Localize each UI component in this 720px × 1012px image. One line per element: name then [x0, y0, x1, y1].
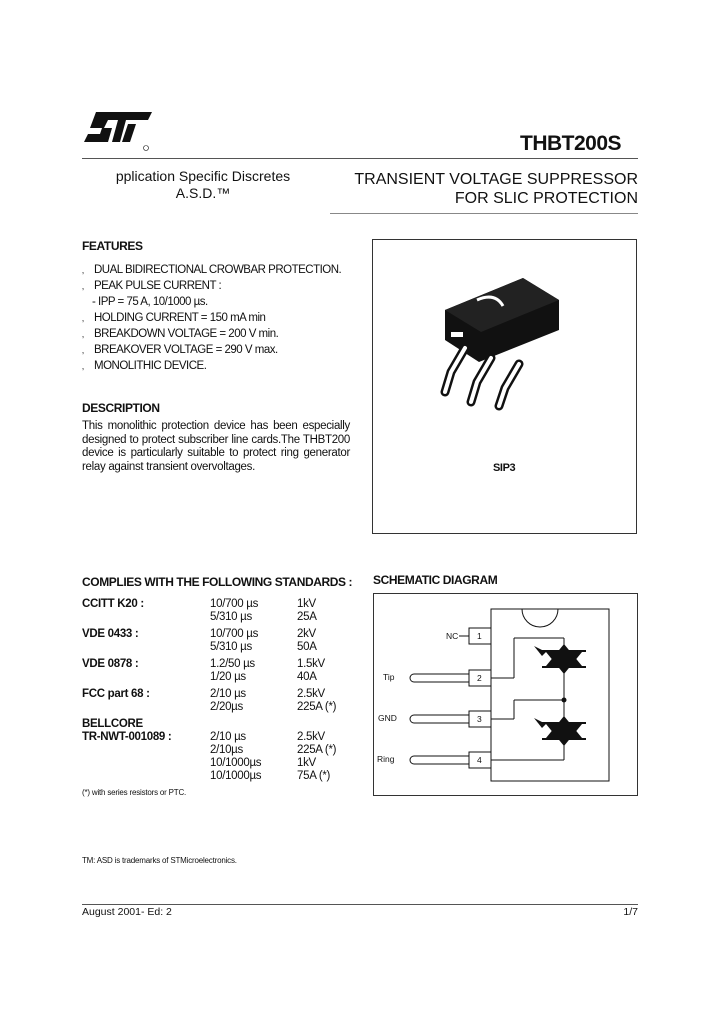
product-title	[330, 170, 638, 208]
package-box	[372, 239, 637, 534]
pin-number-4: 4	[477, 755, 482, 765]
feature-item: ‚ BREAKDOWN VOLTAGE = 200 V min.	[82, 328, 279, 340]
feature-item: - IPP = 75 A, 10/1000 µs.	[92, 296, 208, 308]
features-list	[82, 262, 341, 374]
sip3-package-icon	[373, 240, 636, 533]
pin-number-3: 3	[477, 714, 482, 724]
pin-label-gnd: GND	[378, 713, 397, 723]
standards-title: COMPLIES WITH THE FOLLOWING STANDARDS :	[82, 575, 353, 589]
feature-item: ‚ MONOLITHIC DEVICE.	[82, 360, 207, 372]
pin-label-ring: Ring	[377, 754, 395, 764]
description-text: This monolithic protection device has been especially designed to protect subscriber line cards.The THBT200 device is particularly suitable to protect ring generator relay against transient overvoltages.	[82, 420, 350, 473]
product-title-line1: TRANSIENT VOLTAGE SUPPRESSOR	[354, 171, 638, 188]
trademark-note: TM: ASD is trademarks of STMicroelectronics.	[82, 856, 237, 865]
st-logo-icon	[82, 104, 158, 156]
footer-page: 1/7	[623, 906, 638, 918]
schematic-box	[373, 593, 638, 796]
standards-note: (*) with series resistors or PTC.	[82, 788, 187, 797]
product-family-line2: A.S.D.™	[175, 185, 231, 201]
pin-label-tip: Tip	[383, 672, 395, 682]
part-number: THBT200S	[520, 132, 622, 155]
header-rule-top	[82, 158, 638, 159]
feature-item: ‚ DUAL BIDIRECTIONAL CROWBAR PROTECTION.	[82, 264, 342, 276]
product-family	[88, 168, 318, 202]
st-logo	[82, 104, 158, 156]
package-label: SIP3	[493, 462, 516, 474]
pin-number-2: 2	[477, 673, 482, 683]
header-rule-bottom	[330, 213, 638, 214]
feature-item: ‚ BREAKOVER VOLTAGE = 290 V max.	[82, 344, 278, 356]
feature-item: ‚ HOLDING CURRENT = 150 mA min	[82, 312, 266, 324]
footer-rule	[82, 904, 638, 905]
schematic-title: SCHEMATIC DIAGRAM	[373, 573, 498, 587]
pin-number-1: 1	[477, 631, 482, 641]
description-title: DESCRIPTION	[82, 401, 160, 415]
pin-label-nc: NC	[446, 631, 459, 641]
product-title-line2: FOR SLIC PROTECTION	[454, 190, 638, 207]
footer-date: August 2001- Ed: 2	[82, 906, 172, 918]
product-family-line1: pplication Specific Discretes	[115, 168, 291, 184]
feature-item: ‚ PEAK PULSE CURRENT :	[82, 280, 222, 292]
features-title: FEATURES	[82, 239, 143, 253]
schematic-diagram-icon	[374, 594, 637, 795]
